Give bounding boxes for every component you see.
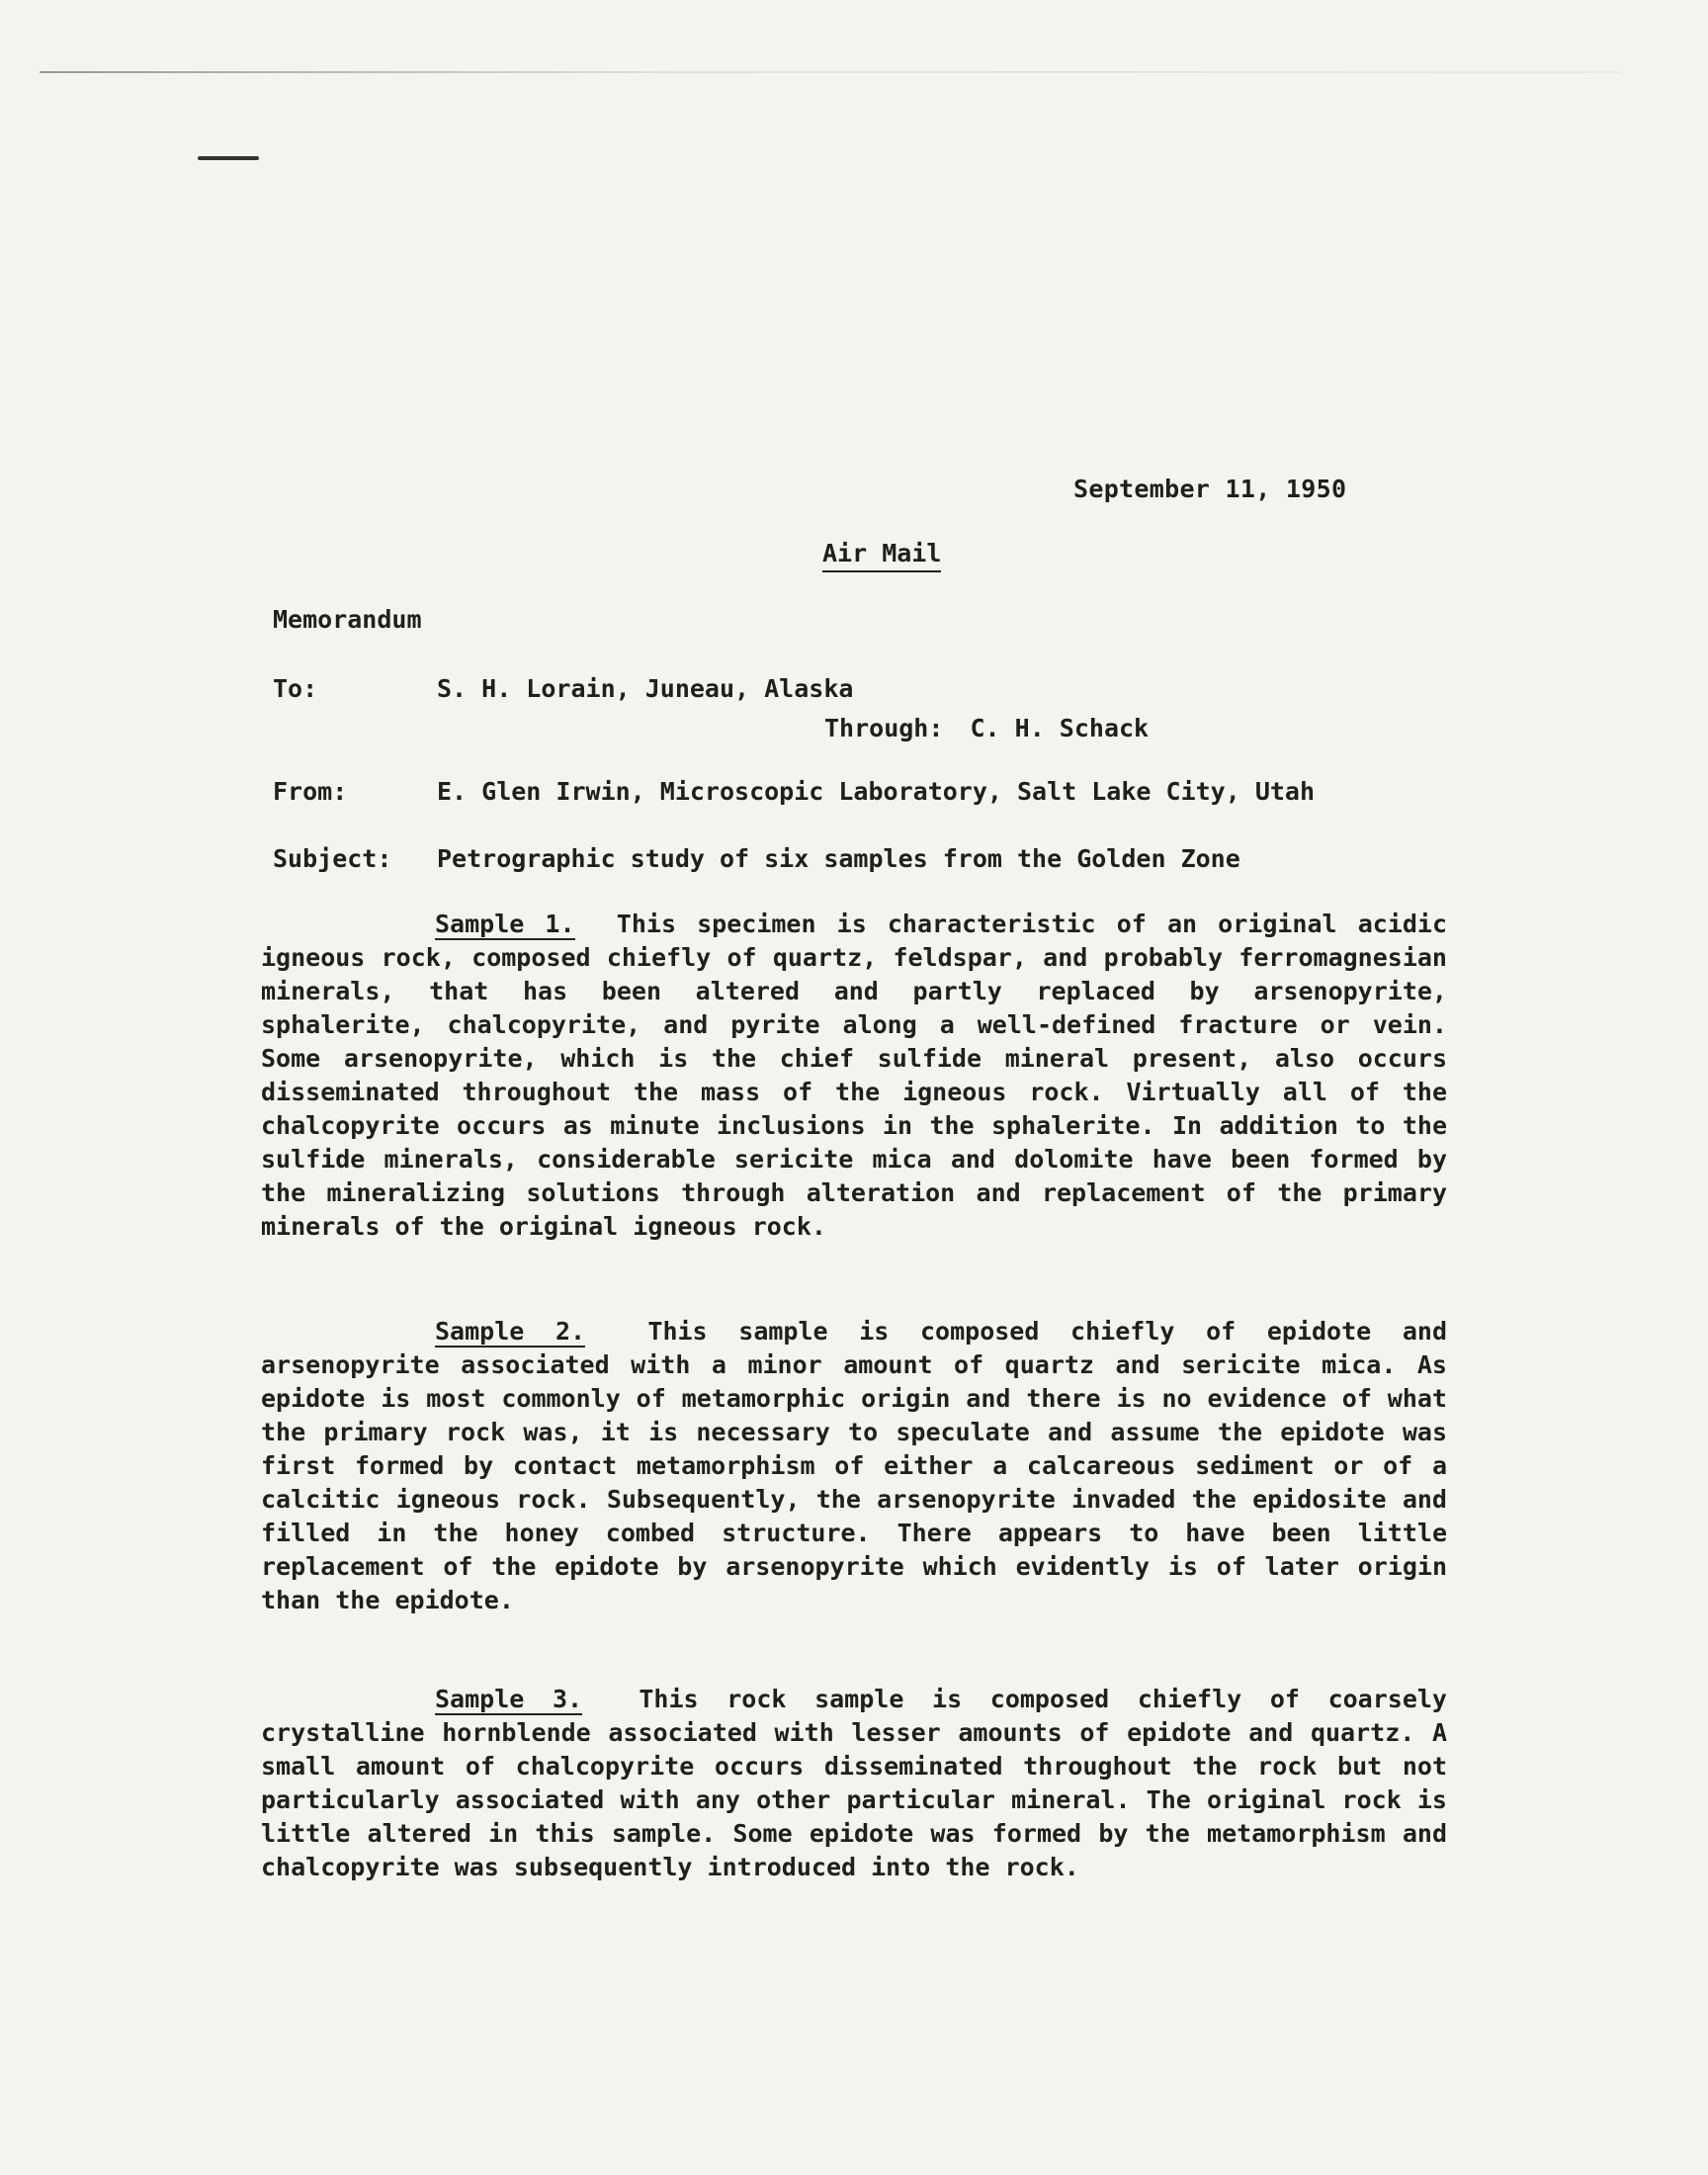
- to-label: To:: [273, 674, 318, 703]
- scan-top-rule: [40, 71, 1621, 73]
- subject-value: Petrographic study of six samples from the Golden Zone: [437, 844, 1240, 873]
- sample-1-text: This specimen is characteristic of an original acidic igneous rock, composed chiefly of quartz, feldspar, and probably ferromagnesian minerals, that has been altered and partly replaced by arsenopyrite, sphalerite, chalcopyrite, and pyrite along a well-defined fracture or vein. Some arsenopyrite, which is the chief sulfide mineral present, also occurs disseminated throughout the mass of the igneous rock. Virtually all of the chalcopyrite occurs as minute inclusions in the sphalerite. In addition to the sulfide minerals, considerable sericite mica and dolomite have been formed by the mineralizing solutions through alteration and replacement of the primary minerals of the original igneous rock.: [261, 910, 1448, 1241]
- memo-date: September 11, 1950: [1073, 475, 1347, 503]
- air-mail-heading: Air Mail: [822, 539, 941, 572]
- through-label: Through:: [824, 714, 944, 742]
- sample-2-label: Sample 2.: [435, 1317, 586, 1346]
- sample-1-paragraph: [261, 908, 1447, 1244]
- from-value: E. Glen Irwin, Microscopic Laboratory, Salt Lake City, Utah: [437, 777, 1316, 806]
- sample-1-label: Sample 1.: [435, 910, 575, 938]
- from-label: From:: [273, 777, 348, 806]
- sample-3-text: This rock sample is composed chiefly of coarsely crystalline hornblende associated with lesser amounts of epidote and quartz. A small amount of chalcopyrite occurs disseminated throughout the rock but not particularly associated with any other particular mineral. The original rock is little altered in this sample. Some epidote was formed by the metamorphism and chalcopyrite was subsequently introduced into the rock.: [261, 1685, 1447, 1881]
- memorandum-label: Memorandum: [273, 605, 422, 634]
- subject-label: Subject:: [273, 844, 392, 873]
- margin-mark: [198, 156, 259, 160]
- through-value: C. H. Schack: [970, 714, 1150, 742]
- sample-3-paragraph: [261, 1683, 1447, 1884]
- through-line: [824, 714, 1149, 742]
- sample-2-paragraph: [261, 1315, 1447, 1617]
- sample-3-label: Sample 3.: [435, 1685, 583, 1713]
- to-value: S. H. Lorain, Juneau, Alaska: [437, 674, 854, 703]
- sample-2-text: This sample is composed chiefly of epidote and arsenopyrite associated with a minor amount of quartz and sericite mica. As epidote is most commonly of metamorphic origin and there is no evidence of what the primary rock was, it is necessary to speculate and assume the epidote was first formed by contact metamorphism of either a calcareous sediment or of a calcitic igneous rock. Subsequently, the arsenopyrite invaded the epidosite and filled in the honey combed structure. There appears to have been little replacement of the epidote by arsenopyrite which evidently is of later origin than the epidote.: [261, 1317, 1448, 1614]
